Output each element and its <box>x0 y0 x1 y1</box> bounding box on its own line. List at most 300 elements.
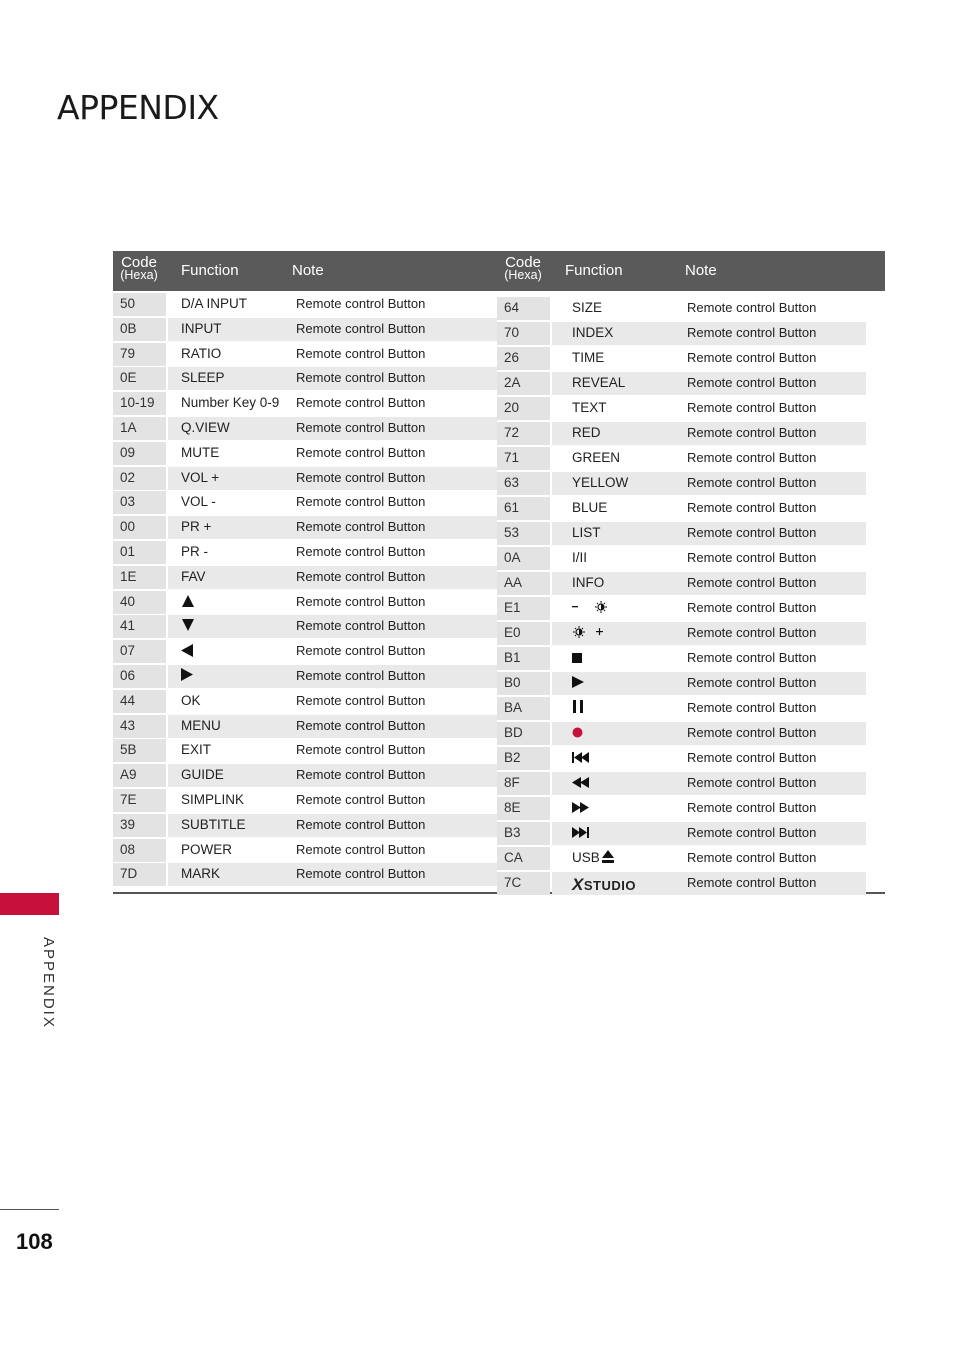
table-row <box>497 322 881 345</box>
table-row <box>497 422 881 445</box>
function-cell <box>572 675 584 691</box>
note-cell: Remote control Button <box>687 375 817 390</box>
table-row <box>113 814 497 837</box>
note-cell: Remote control Button <box>687 675 817 690</box>
table-row <box>113 640 497 663</box>
note-cell: Remote control Button <box>687 625 817 640</box>
note-cell: Remote control Button <box>687 500 817 515</box>
note-cell: Remote control Button <box>296 469 426 485</box>
table-row <box>113 541 497 564</box>
note-cell: Remote control Button <box>296 792 426 807</box>
table-row <box>113 467 497 490</box>
code-cell <box>497 772 550 795</box>
note-cell: Remote control Button <box>296 866 426 882</box>
arrow-down-icon <box>181 619 195 634</box>
function-label: RED <box>572 425 601 440</box>
code-value: 7D <box>120 866 138 882</box>
play-icon <box>572 676 584 691</box>
function-cell <box>181 594 195 610</box>
code-value: 71 <box>504 450 520 465</box>
table-row <box>113 293 497 316</box>
code-cell <box>497 297 550 320</box>
function-label: BLUE <box>572 500 608 515</box>
table-row <box>497 622 881 645</box>
function-cell <box>181 618 195 634</box>
function-label: LIST <box>572 525 601 540</box>
code-cell <box>113 789 166 812</box>
note-cell: Remote control Button <box>296 643 426 659</box>
code-value: AA <box>504 575 523 590</box>
xstudio-logo-icon: XSTUDIO <box>572 875 636 894</box>
table-row <box>497 772 881 795</box>
table-row <box>113 863 497 886</box>
pause-icon <box>572 700 584 716</box>
code-cell <box>113 566 166 589</box>
note-cell: Remote control Button <box>687 775 817 790</box>
code-value: 70 <box>504 325 520 340</box>
code-value: B0 <box>504 675 521 690</box>
code-value: 7E <box>120 792 137 807</box>
table-row <box>113 789 497 812</box>
table-row <box>497 572 881 595</box>
header-hexa-label: (Hexa) <box>120 268 158 282</box>
function-cell <box>181 296 247 311</box>
note-cell: Remote control Button <box>296 320 426 336</box>
code-value: 39 <box>120 816 136 832</box>
code-table <box>113 251 885 894</box>
code-value: 2A <box>504 375 521 390</box>
code-cell <box>497 747 550 770</box>
code-value: 64 <box>504 300 520 315</box>
code-cell <box>497 522 550 545</box>
function-label: INDEX <box>572 325 614 340</box>
code-value: B2 <box>504 750 521 765</box>
function-label: MENU <box>181 717 221 733</box>
table-row <box>497 497 881 520</box>
code-value: E0 <box>504 625 521 640</box>
note-cell: Remote control Button <box>687 850 817 865</box>
code-cell <box>497 847 550 870</box>
code-value: A9 <box>120 767 137 783</box>
function-cell <box>181 544 208 559</box>
function-label: Number Key 0-9 <box>181 395 280 411</box>
code-value: 79 <box>120 345 136 361</box>
note-cell: Remote control Button <box>296 767 426 783</box>
arrow-left-icon <box>181 644 194 660</box>
code-value: 61 <box>504 500 520 515</box>
function-cell <box>572 375 625 390</box>
table-row <box>497 297 881 320</box>
note-cell: Remote control Button <box>687 700 817 715</box>
note-cell: Remote control Button <box>687 550 817 565</box>
note-cell: Remote control Button <box>296 345 426 361</box>
code-cell <box>113 293 166 316</box>
function-label: VOL - <box>181 494 216 510</box>
code-value: 02 <box>120 469 136 485</box>
function-label: D/A INPUT <box>181 296 248 311</box>
code-cell <box>113 764 166 787</box>
function-label: SUBTITLE <box>181 816 246 832</box>
table-row <box>113 491 497 514</box>
rewind-icon <box>572 776 590 791</box>
code-cell <box>497 472 550 495</box>
note-cell: Remote control Button <box>296 296 426 311</box>
table-row <box>497 372 881 395</box>
table-row <box>497 522 881 545</box>
code-value: 03 <box>120 494 136 510</box>
code-value: 1E <box>120 568 137 584</box>
code-cell <box>113 367 166 390</box>
function-cell <box>572 550 587 565</box>
code-value: BD <box>504 725 523 740</box>
function-label: INPUT <box>181 320 222 336</box>
function-cell <box>572 450 620 465</box>
note-cell: Remote control Button <box>296 494 426 510</box>
code-value: 20 <box>504 400 520 415</box>
code-value: 09 <box>120 444 136 460</box>
table-row <box>497 472 881 495</box>
code-cell <box>113 467 166 490</box>
function-cell <box>572 750 590 766</box>
function-cell <box>572 400 607 415</box>
code-value: CA <box>504 850 523 865</box>
code-value: 10-19 <box>120 395 155 411</box>
code-cell <box>497 372 550 395</box>
function-cell <box>181 792 244 807</box>
brightness-up-icon <box>572 626 612 641</box>
note-cell: Remote control Button <box>687 600 817 615</box>
function-cell <box>181 321 222 336</box>
code-cell <box>497 697 550 720</box>
function-cell <box>181 742 211 757</box>
function-cell <box>572 300 602 315</box>
header-function-right: Function <box>565 262 623 279</box>
note-cell: Remote control Button <box>687 650 817 665</box>
page-number: 108 <box>16 1229 53 1254</box>
code-value: 0B <box>120 320 137 336</box>
code-cell <box>497 572 550 595</box>
table-row <box>113 591 497 614</box>
function-label: FAV <box>181 568 206 584</box>
code-cell <box>497 422 550 445</box>
code-value: 07 <box>120 643 136 659</box>
record-icon <box>572 726 583 741</box>
function-cell <box>572 650 582 666</box>
page-title: APPENDIX <box>57 88 219 127</box>
function-cell <box>572 600 612 616</box>
function-label: TEXT <box>572 400 607 415</box>
function-label: USB <box>572 850 600 865</box>
function-cell <box>181 718 221 733</box>
code-cell <box>497 497 550 520</box>
function-label: SIMPLINK <box>181 792 245 807</box>
code-value: 7C <box>504 875 522 890</box>
header-code-label: Code <box>121 254 157 271</box>
table-row <box>113 392 497 415</box>
table-header <box>113 251 885 291</box>
code-value: 72 <box>504 425 520 440</box>
code-cell <box>113 665 166 688</box>
function-cell <box>572 725 583 741</box>
function-label: Q.VIEW <box>181 420 230 435</box>
note-cell: Remote control Button <box>296 692 426 708</box>
function-cell <box>181 693 201 708</box>
code-value: 06 <box>120 668 136 683</box>
note-cell: Remote control Button <box>296 618 426 634</box>
side-tab <box>0 893 59 915</box>
note-cell: Remote control Button <box>296 444 426 460</box>
function-cell <box>181 346 221 361</box>
table-row <box>113 516 497 539</box>
code-value: B3 <box>504 825 521 840</box>
table-row <box>113 367 497 390</box>
function-label: PR + <box>181 519 212 535</box>
function-cell <box>181 842 232 857</box>
function-cell <box>181 370 225 385</box>
skip-back-icon <box>572 751 590 766</box>
table-row <box>113 318 497 341</box>
arrow-right-icon <box>181 668 194 684</box>
code-cell <box>113 516 166 539</box>
function-cell <box>181 420 230 435</box>
code-cell <box>113 715 166 738</box>
note-cell: Remote control Button <box>687 475 817 490</box>
note-cell: Remote control Button <box>296 841 426 857</box>
function-label: INFO <box>572 575 605 590</box>
code-cell <box>497 622 550 645</box>
function-cell <box>572 825 590 841</box>
table-row <box>113 665 497 688</box>
table-row <box>113 442 497 465</box>
table-row <box>497 672 881 695</box>
function-label: GUIDE <box>181 767 224 783</box>
code-cell <box>497 872 550 895</box>
table-row <box>113 839 497 862</box>
code-cell <box>113 690 166 713</box>
page-number-rule <box>0 1209 59 1210</box>
note-cell: Remote control Button <box>296 395 426 411</box>
note-cell: Remote control Button <box>687 300 817 315</box>
code-value: 01 <box>120 544 136 559</box>
code-value: 00 <box>120 519 136 535</box>
function-label: TIME <box>572 350 605 365</box>
code-cell <box>113 739 166 762</box>
code-cell <box>497 447 550 470</box>
code-cell <box>497 822 550 845</box>
note-cell: Remote control Button <box>296 717 426 733</box>
note-cell: Remote control Button <box>687 575 817 590</box>
table-row <box>113 690 497 713</box>
arrow-up-icon <box>181 595 195 610</box>
function-cell <box>181 866 220 881</box>
code-value: B1 <box>504 650 521 665</box>
header-note-left: Note <box>292 262 324 279</box>
header-function-left: Function <box>181 262 239 279</box>
function-label: YELLOW <box>572 475 629 490</box>
table-row <box>497 722 881 745</box>
note-cell: Remote control Button <box>687 400 817 415</box>
note-cell: Remote control Button <box>687 450 817 465</box>
function-cell <box>181 817 246 832</box>
table-row <box>497 822 881 845</box>
note-cell: Remote control Button <box>296 544 426 559</box>
code-cell <box>113 863 166 886</box>
note-cell: Remote control Button <box>296 519 426 535</box>
header-note-right: Note <box>685 262 717 279</box>
table-row <box>113 715 497 738</box>
table-row <box>497 697 881 720</box>
function-label: REVEAL <box>572 375 626 390</box>
code-cell <box>113 417 166 440</box>
function-cell <box>181 643 194 659</box>
table-row <box>113 343 497 366</box>
function-label: SLEEP <box>181 370 225 386</box>
code-value: 08 <box>120 841 136 857</box>
function-cell <box>572 350 604 365</box>
code-cell <box>497 722 550 745</box>
brightness-down-icon <box>572 601 612 616</box>
header-hexa-label: (Hexa) <box>504 268 542 282</box>
function-cell <box>572 425 601 440</box>
header-code-left <box>113 256 165 282</box>
function-cell <box>572 625 612 641</box>
code-value: 50 <box>120 296 136 311</box>
note-cell: Remote control Button <box>687 350 817 365</box>
table-row <box>497 747 881 770</box>
code-value: 43 <box>120 717 136 733</box>
code-value: BA <box>504 700 523 715</box>
function-cell <box>181 395 279 410</box>
function-cell <box>572 575 604 590</box>
table-row <box>497 397 881 420</box>
code-value: 8E <box>504 800 521 815</box>
note-cell: Remote control Button <box>687 725 817 740</box>
header-code-right <box>497 256 549 282</box>
code-cell <box>113 392 166 415</box>
note-cell: Remote control Button <box>296 816 426 832</box>
function-cell <box>181 470 219 485</box>
function-label: VOL + <box>181 469 220 485</box>
code-cell <box>497 397 550 420</box>
table-row <box>497 847 881 870</box>
function-cell <box>572 325 613 340</box>
table-row <box>113 566 497 589</box>
table-row <box>497 547 881 570</box>
note-cell: Remote control Button <box>687 875 817 890</box>
code-value: 44 <box>120 692 136 708</box>
code-value: 63 <box>504 475 520 490</box>
stop-icon <box>572 651 582 666</box>
code-cell <box>497 322 550 345</box>
code-value: 0A <box>504 550 521 565</box>
table-row <box>497 347 881 370</box>
note-cell: Remote control Button <box>687 525 817 540</box>
function-cell <box>572 800 590 816</box>
function-cell <box>572 700 584 716</box>
code-cell <box>497 647 550 670</box>
function-cell <box>572 850 614 866</box>
function-cell <box>572 525 601 540</box>
code-value: 0E <box>120 370 137 386</box>
code-value: 1A <box>120 420 137 435</box>
note-cell: Remote control Button <box>687 325 817 340</box>
code-value: E1 <box>504 600 521 615</box>
function-label: OK <box>181 692 201 708</box>
function-label: PR - <box>181 544 208 559</box>
code-cell <box>113 615 166 638</box>
function-cell <box>181 767 224 782</box>
header-code-label: Code <box>505 254 541 271</box>
code-cell <box>497 797 550 820</box>
code-cell <box>113 839 166 862</box>
skip-forward-icon <box>572 826 590 841</box>
table-row <box>497 872 881 895</box>
note-cell: Remote control Button <box>296 593 426 609</box>
code-value: 5B <box>120 742 137 758</box>
side-label: APPENDIX <box>40 937 57 1029</box>
code-cell <box>113 541 166 564</box>
note-cell: Remote control Button <box>296 420 426 435</box>
function-label: RATIO <box>181 345 222 361</box>
function-label: POWER <box>181 841 233 857</box>
code-cell <box>497 347 550 370</box>
table-row <box>497 797 881 820</box>
note-cell: Remote control Button <box>687 750 817 765</box>
function-cell <box>181 445 219 460</box>
code-cell <box>113 591 166 614</box>
table-row <box>497 647 881 670</box>
function-label: I/II <box>572 550 588 565</box>
function-cell <box>572 500 607 515</box>
code-cell <box>497 597 550 620</box>
note-cell: Remote control Button <box>296 370 426 386</box>
note-cell: Remote control Button <box>296 742 426 758</box>
code-cell <box>113 814 166 837</box>
code-cell <box>113 442 166 465</box>
function-cell <box>181 494 216 509</box>
note-cell: Remote control Button <box>687 825 817 840</box>
eject-icon <box>602 850 614 866</box>
note-cell: Remote control Button <box>687 425 817 440</box>
function-cell <box>181 569 206 584</box>
table-row <box>113 417 497 440</box>
code-cell <box>497 672 550 695</box>
function-label: EXIT <box>181 742 212 758</box>
note-cell: Remote control Button <box>687 800 817 815</box>
function-cell <box>572 475 628 490</box>
fast-forward-icon <box>572 801 590 816</box>
code-value: 40 <box>120 593 136 609</box>
function-label: SIZE <box>572 300 603 315</box>
table-row <box>113 764 497 787</box>
code-cell <box>113 318 166 341</box>
table-row <box>497 447 881 470</box>
code-value: 8F <box>504 775 520 790</box>
function-label: MUTE <box>181 444 220 460</box>
function-cell <box>181 668 194 684</box>
note-cell: Remote control Button <box>296 568 426 584</box>
table-row <box>113 615 497 638</box>
function-label: GREEN <box>572 450 621 465</box>
function-cell <box>572 775 590 791</box>
code-value: 26 <box>504 350 520 365</box>
table-row <box>497 597 881 620</box>
function-label: MARK <box>181 866 221 882</box>
code-cell <box>113 491 166 514</box>
code-cell <box>113 343 166 366</box>
function-cell <box>181 519 211 534</box>
code-value: 53 <box>504 525 520 540</box>
